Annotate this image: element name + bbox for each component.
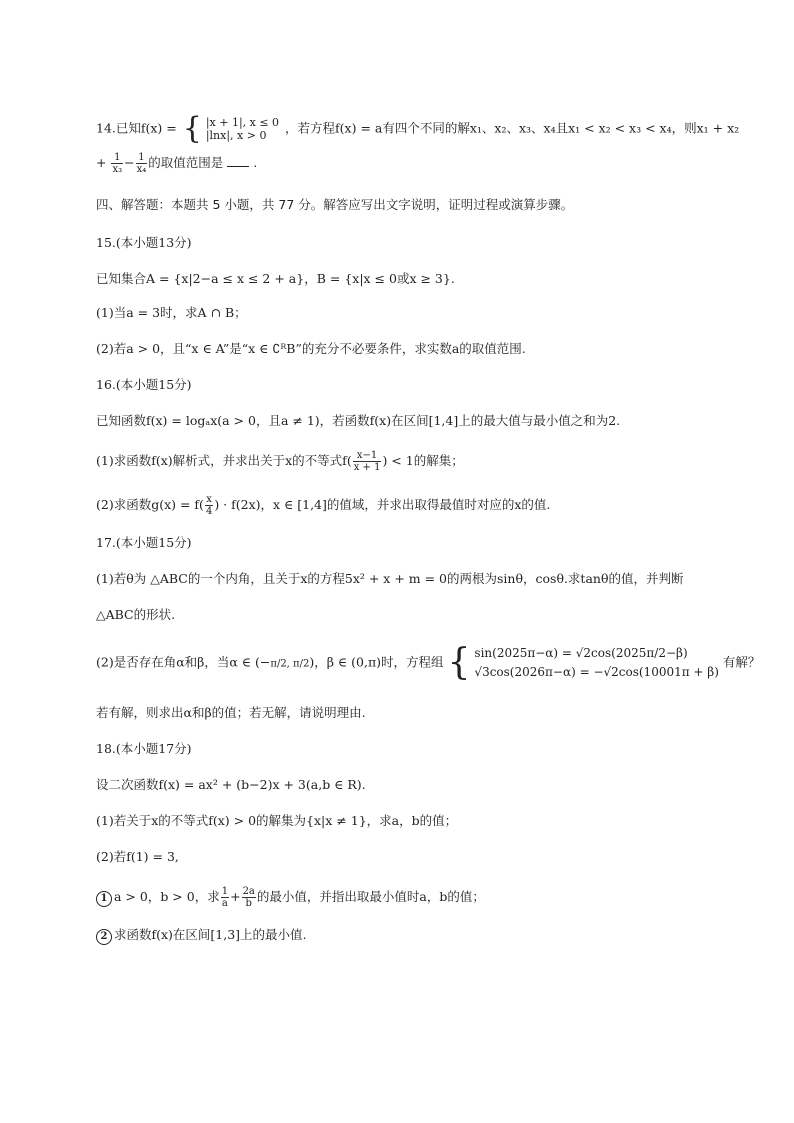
fraction-1-over-x3: $\frac{1}{\text{x₃}}$ (112, 152, 123, 175)
q14-mid: ，若方程f(x) = a有四个不同的解x₁、x₂、x₃、x₄且x₁ < x₂ < x₃ < x₄，则x₁ + x₂ (285, 120, 740, 136)
q17-part1-cont: △ABC的形状. (96, 607, 176, 622)
alpha-interval: π/2, π/2 (270, 658, 310, 670)
q18-head: 18.(本小题17分) (96, 741, 192, 756)
section-heading: 四、解答题：本题共 5 小题，共 77 分。解答应写出文字说明，证明过程或演算步骤。 (96, 197, 574, 212)
q16-part2: (2)求函数g(x) = f( $\frac{x}{4}$ ) · f(2x)，x ∈ [1,4]的值域，并求出取得最值时对应的x的值. (96, 494, 551, 517)
q18-sub1: 1 a > 0，b > 0，求 $\frac{1}{a}$ + $\frac{2a}{b}$ 的最小值，并指出取最小值时a，b的值； (96, 886, 714, 909)
q15-part2: (2)若a > 0，且“x ∈ A”是“x ∈ ∁ᴿB”的充分不必要条件，求实数a的取值范围. (96, 341, 526, 356)
q15-head: 15.(本小题13分) (96, 235, 192, 250)
fraction-1-over-a: $\frac{1}{a}$ (221, 886, 229, 909)
q17-part1: (1)若θ为 △ABC的一个内角，且关于x的方程5x² + x + m = 0的两根为sinθ，cosθ.求tanθ的值，并判断 (96, 571, 684, 586)
equation-1: sin(2025π−α) = √2cos(2025π/2−β) (474, 646, 688, 660)
minus-sign: − (124, 155, 135, 170)
circled-number-1: 1 (96, 891, 112, 907)
q16-part1: (1)求函数f(x)解析式，并求出关于x的不等式f( $\frac{x-1}{x + 1}$ ) < 1的解集； (96, 450, 464, 473)
q17-head: 17.(本小题15分) (96, 535, 192, 550)
q14-line1 (96, 111, 740, 146)
q18-sub2: 2 求函数f(x)在区间[1,3]上的最小值. (96, 926, 714, 945)
q15-part1: (1)当a = 3时，求A ∩ B； (96, 305, 247, 320)
piecewise-case-1: |x + 1|, x ≤ 0 (205, 116, 280, 129)
equation-system: { sin(2025π−α) = √2cos(2025π/2−β) √3cos(2026π−α) = −√2cos(10001π + β) (447, 642, 719, 683)
q15-stem: 已知集合A = {x|2−a ≤ x ≤ 2 + a}，B = {x|x ≤ 0或x ≥ 3}. (96, 271, 455, 286)
q14-line2 (96, 152, 714, 175)
piecewise-case-2: |lnx|, x > 0 (205, 129, 267, 142)
fraction-2a-over-b: $\frac{2a}{b}$ (242, 886, 255, 909)
equation-2: √3cos(2026π−α) = −√2cos(10001π + β) (474, 665, 719, 679)
q14-end-text: 的取值范围是 (148, 155, 224, 170)
q16-head: 16.(本小题15分) (96, 377, 192, 392)
fraction-1-over-x4: $\frac{1}{\text{x₄}}$ (136, 152, 147, 175)
fraction-x-over-4: $\frac{x}{4}$ (205, 494, 213, 517)
q17-part2: (2)是否存在角α和β，当α ∈ (−π/2, π/2)，β ∈ (0,π)时，方程组 { sin(2025π−α) = √2cos(2025π/2−β) √3cos(2026π−α) = −√2cos(10001π + β) 有解？ (96, 642, 761, 683)
fraction-x-1-over-x+1: $\frac{x-1}{x + 1}$ (353, 450, 381, 473)
q14-period: . (253, 155, 258, 170)
circled-number-2: 2 (96, 929, 112, 945)
q17-part2-cont: 若有解，则求出α和β的值；若无解，请说明理由. (96, 705, 366, 720)
q18-stem: 设二次函数f(x) = ax² + (b−2)x + 3(a,b ∈ R). (96, 777, 366, 792)
piecewise-function: { |x + 1|, x ≤ 0 |lnx|, x > 0 (182, 111, 280, 146)
q18-part1: (1)若关于x的不等式f(x) > 0的解集为{x|x ≠ 1}，求a，b的值； (96, 813, 458, 828)
q14-prefix: 14.已知f(x) = (96, 120, 177, 136)
q16-stem: 已知函数f(x) = logₐx(a > 0，且a ≠ 1)，若函数f(x)在区间[1,4]上的最大值与最小值之和为2. (96, 413, 621, 428)
plus-sign: + (96, 155, 107, 170)
q18-part2: (2)若f(1) = 3, (96, 849, 179, 864)
answer-blank (227, 154, 249, 167)
